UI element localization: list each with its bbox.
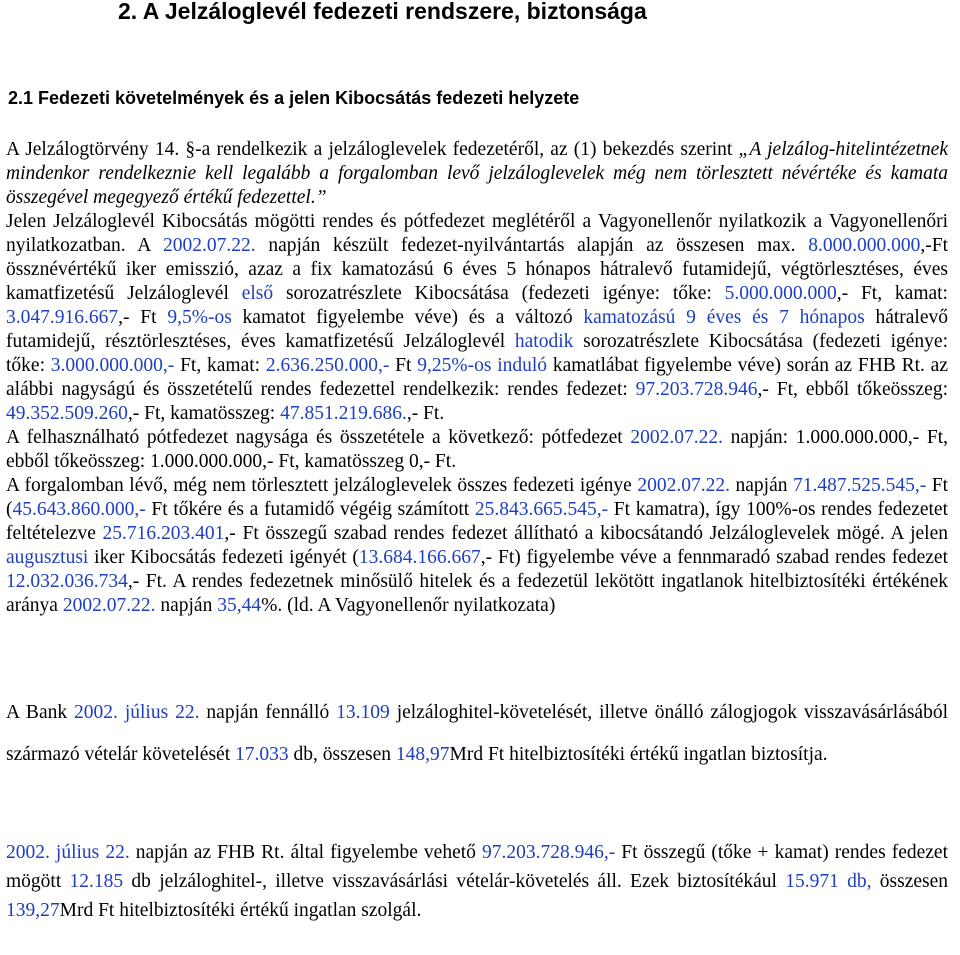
amount-value: 25.716.203.401 — [102, 523, 225, 544]
text-span: Ft tőkére és a futamidő végéig számított — [145, 499, 475, 520]
amount-value: 3.000.000.000,- — [50, 355, 175, 376]
amount-value: 8.000.000.000 — [808, 235, 921, 256]
amount-value: 12.032.036.734 — [6, 571, 128, 592]
count-value: 17.033 — [235, 744, 289, 765]
text-span: Ft ( — [6, 475, 949, 520]
text-span: kamatot figyelembe véve) és a változó — [231, 307, 584, 328]
text-span: ,-Ft össznévértékű iker emisszió, azaz a fix kamatozású 6 éves 5 hónapos hátralevő futamidejű, végtörlesztéses, éves kamatfizetésű Jelzáloglevél — [6, 235, 948, 304]
amount-value: 71.487.525.545,- — [792, 475, 927, 496]
amount-value: 45.643.860.000,- — [12, 499, 146, 520]
amount-value: 5.000.000.000 — [724, 283, 837, 304]
count-value: 15.971 db, — [785, 871, 872, 892]
date-value: 2002.07.22. — [630, 427, 723, 448]
text-span: iker Kibocsátás fedezeti igényét ( — [88, 547, 359, 568]
highlight-text: augusztusi — [6, 547, 89, 568]
paragraph-supplementary — [6, 426, 948, 474]
text-span: hátralevő futamidejű, résztörlesztéses, éves kamatfizetésű Jelzáloglevél — [6, 307, 949, 352]
amount-value: 3.047.916.667 — [6, 307, 119, 328]
paragraph-coverage — [6, 210, 948, 426]
text-span: Mrd Ft hitelbiztosítéki értékű ingatlan biztosítja. — [449, 744, 828, 765]
paragraph-law-quote — [6, 138, 948, 210]
amount-value: 139,27 — [6, 900, 60, 921]
text-span: ,- Ft összegű szabad rendes fedezet állítható a kibocsátandó Jelzáloglevelek mögé. A jelen — [224, 523, 948, 544]
paragraph-fhb-coverage — [6, 838, 948, 925]
date-value: 2002.07.22. — [637, 475, 730, 496]
text-span: sorozatrészlete Kibocsátása (fedezeti igénye: tőke: — [273, 283, 725, 304]
paragraph-bank-claims — [6, 692, 948, 776]
text-span: Ft kamatra), így 100%-os rendes fedezetet feltételezve — [6, 499, 949, 544]
highlight-text: kamatozású 9 éves és 7 hónapos — [583, 307, 865, 328]
text-span: Jelen Jelzáloglevél Kibocsátás mögötti rendes és pótfedezet meglétéről a Vagyonellenőr nyilatkozik a Vagyonellenőri nyilatkozatban. A — [6, 211, 948, 256]
text-span: sorozatrészlete Kibocsátása (fedezeti igénye: tőke: — [6, 331, 949, 376]
document-body — [6, 138, 948, 618]
text-span: napján készült fedezet-nyilvántartás alapján az összesen max. — [255, 235, 809, 256]
text-span: napján — [729, 475, 793, 496]
text-span: Ft, kamat: — [174, 355, 266, 376]
rate-value: 9,5%-os — [167, 307, 232, 328]
amount-value: 97.203.728.946,- — [481, 842, 616, 863]
text-span: A felhasználható pótfedezet nagysága és összetétele a következő: pótfedezet — [6, 427, 631, 448]
text-span: ,- Ft. — [406, 403, 445, 424]
text-span: A Bank — [6, 702, 75, 723]
amount-value: 97.203.728.946 — [635, 379, 758, 400]
text-span: Mrd Ft hitelbiztosítéki értékű ingatlan szolgál. — [59, 900, 422, 921]
amount-value: 47.851.219.686. — [280, 403, 407, 424]
text-span: A forgalomban lévő, még nem törlesztett jelzáloglevelek összes fedezeti igénye — [6, 475, 638, 496]
paragraph-outstanding — [6, 474, 948, 618]
amount-value: 25.843.665.545,- — [474, 499, 609, 520]
count-value: 13.109 — [336, 702, 390, 723]
date-value: 2002. július 22. — [6, 842, 130, 863]
amount-value: 13.684.166.667 — [358, 547, 481, 568]
date-value: 2002. július 22. — [74, 702, 200, 723]
text-span: napján az FHB Rt. által figyelembe vehető — [129, 842, 482, 863]
highlight-text: hatodik — [514, 331, 574, 352]
text-span: db, összesen — [288, 744, 396, 765]
quote-text: „A jelzálog-hitelintézetnek mindenkor rendelkeznie kell legalább a forgalomban levő jelzáloglevelek még nem törlesztett névértéke és kamata összegével megegyező értékű fedezettel.” — [6, 139, 948, 208]
date-value: 2002.07.22. — [62, 595, 156, 616]
text-span: A Jelzálogtörvény 14. §-a rendelkezik a jelzáloglevelek fedezetéről, az (1) bekezdés szerint — [6, 139, 739, 160]
text-span: napján — [155, 595, 218, 616]
section-heading: 2. A Jelzáloglevél fedezeti rendszere, biztonsága — [118, 0, 647, 24]
text-span: ,- Ft, kamat: — [836, 283, 948, 304]
highlight-text: első — [241, 283, 274, 304]
count-value: 12.185 — [69, 871, 124, 892]
subsection-heading: 2.1 Fedezeti követelmények és a jelen Kibocsátás fedezeti helyzete — [8, 88, 580, 108]
text-span: db jelzáloghitel-, illetve visszavásárlási vételár-követelés áll. Ezek biztosítékául — [123, 871, 786, 892]
text-span: ,- Ft) figyelembe véve a fennmaradó szabad rendes fedezet — [480, 547, 948, 568]
amount-value: 49.352.509.260 — [6, 403, 128, 424]
date-value: 2002.07.22. — [163, 235, 256, 256]
amount-value: 148,97 — [395, 744, 450, 765]
text-span: Ft összegű (tőke + kamat) rendes fedezet mögött — [6, 842, 949, 892]
text-span: ,- Ft, kamatösszeg: — [127, 403, 281, 424]
text-span: összesen — [871, 871, 949, 892]
text-span: kamatlábat figyelembe véve) során az FHB Rt. az alábbi nagyságú és összetételű rendes fedezettel rendelkezik: rendes fedezet: — [6, 355, 948, 400]
amount-value: 2.636.250.000,- — [265, 355, 390, 376]
text-span: jelzáloghitel-követelését, illetve önálló zálogjogok visszavásárlásából származó vételár követelését — [6, 702, 949, 765]
text-span: napján fennálló — [199, 702, 337, 723]
text-span: ,- Ft. A rendes fedezetnek minősülő hitelek és a fedezetül lekötött ingatlanok hitelbiztosítéki értékének aránya — [6, 571, 948, 616]
rate-value: 9,25%-os induló — [417, 355, 548, 376]
text-span: napján: 1.000.000.000,- Ft, ebből tőkeösszeg: 1.000.000.000,- Ft, kamatösszeg 0,- Ft. — [6, 427, 948, 472]
percent-value: 35,44 — [217, 595, 262, 616]
text-span: Ft — [389, 355, 418, 376]
text-span: %. (ld. A Vagyonellenőr nyilatkozata) — [261, 595, 556, 616]
text-span: ,- Ft — [118, 307, 168, 328]
text-span: ,- Ft, ebből tőkeösszeg: — [757, 379, 949, 400]
